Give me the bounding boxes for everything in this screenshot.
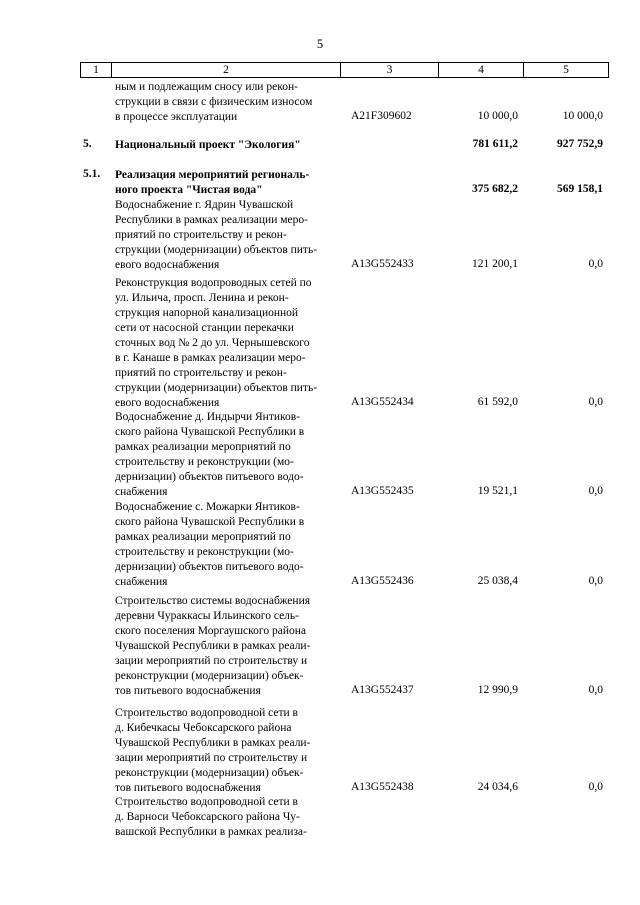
description-line: сточных вод № 2 до ул. Чернышевского xyxy=(115,337,310,349)
column-header-2: 2 xyxy=(112,63,341,77)
amount-col5: 0,0 xyxy=(588,258,603,270)
description-line: ным и подлежащим сносу или рекон- xyxy=(115,81,298,93)
description-line: снабжения xyxy=(115,486,168,498)
amount-col5: 10 000,0 xyxy=(562,110,603,122)
description-line: д. Кибечкасы Чебоксарского района xyxy=(115,722,292,734)
description-line: строительству и реконструкции (мо- xyxy=(115,456,294,468)
description-line: струкции (модернизации) объектов пить- xyxy=(115,382,318,394)
row-description xyxy=(115,168,333,198)
row-description xyxy=(115,276,333,411)
amount-col5: 0,0 xyxy=(588,781,603,793)
amount-col5: 0,0 xyxy=(588,485,603,497)
table-header xyxy=(80,62,609,78)
description-line: зации мероприятий по строительству и xyxy=(115,655,308,667)
description-line: дернизации) объектов питьевого водо- xyxy=(115,471,304,483)
row-description xyxy=(115,198,333,273)
description-line: Республики в рамках реализации меро- xyxy=(115,214,308,226)
description-line: ского поселения Моргаушского района xyxy=(115,625,306,637)
description-line: ского района Чувашской Республики в xyxy=(115,516,305,528)
amount-col4: 24 034,6 xyxy=(477,781,518,793)
amount-col4: 19 521,1 xyxy=(477,485,518,497)
budget-code: А13G552436 xyxy=(351,575,414,587)
amount-col4: 375 682,2 xyxy=(472,183,518,195)
description-line: сети от насосной станции перекачки xyxy=(115,322,294,334)
description-line: д. Варноси Чебоксарского района Чу- xyxy=(115,811,300,823)
description-line: тов питьевого водоснабжения xyxy=(115,685,261,697)
column-header-1: 1 xyxy=(81,63,112,77)
amount-col5: 927 752,9 xyxy=(557,138,603,150)
description-line: Водоснабжение д. Индырчи Янтиков- xyxy=(115,411,301,423)
amount-col4: 781 611,2 xyxy=(472,138,518,150)
row-number: 5. xyxy=(83,138,92,150)
description-line: приятий по строительству и рекон- xyxy=(115,367,287,379)
description-line: евого водоснабжения xyxy=(115,397,220,409)
column-header-3: 3 xyxy=(341,63,439,77)
description-line: рамках реализации мероприятий по xyxy=(115,531,291,543)
column-header-4: 4 xyxy=(439,63,524,77)
description-line: евого водоснабжения xyxy=(115,259,220,271)
amount-col5: 0,0 xyxy=(588,575,603,587)
description-line: струкции в связи с физическим износом xyxy=(115,96,313,108)
budget-code: А13G552435 xyxy=(351,485,414,497)
budget-code: А13G552438 xyxy=(351,781,414,793)
budget-code: А21F309602 xyxy=(351,110,412,122)
budget-code: А13G552437 xyxy=(351,684,414,696)
budget-code: А13G552433 xyxy=(351,258,414,270)
amount-col4: 12 990,9 xyxy=(477,684,518,696)
description-line: строительству и реконструкции (мо- xyxy=(115,546,294,558)
amount-col5: 569 158,1 xyxy=(557,183,603,195)
description-line: Строительство системы водоснабжения xyxy=(115,595,311,607)
description-line: ул. Ильича, просп. Ленина и рекон- xyxy=(115,292,289,304)
row-description xyxy=(115,706,333,796)
description-line: Водоснабжение с. Можарки Янтиков- xyxy=(115,501,300,513)
amount-col5: 0,0 xyxy=(588,684,603,696)
description-line: ского района Чувашской Республики в xyxy=(115,426,305,438)
amount-col4: 121 200,1 xyxy=(472,258,518,270)
description-line: реконструкции (модернизации) объек- xyxy=(115,670,304,682)
description-line: Чувашской Республики в рамках реали- xyxy=(115,640,311,652)
column-header-5: 5 xyxy=(563,64,569,76)
description-line: ного проекта "Чистая вода" xyxy=(115,184,263,196)
description-line: вашской Республики в рамках реализа- xyxy=(115,826,307,838)
row-description xyxy=(115,594,333,699)
description-line: Строительство водопроводной сети в xyxy=(115,796,298,808)
amount-col5: 0,0 xyxy=(588,396,603,408)
description-line: струкции (модернизации) объектов пить- xyxy=(115,244,318,256)
row-description xyxy=(115,410,333,500)
description-line: реконструкции (модернизации) объек- xyxy=(115,767,304,779)
description-line: дернизации) объектов питьевого водо- xyxy=(115,561,304,573)
description-line: рамках реализации мероприятий по xyxy=(115,441,291,453)
amount-col4: 10 000,0 xyxy=(477,110,518,122)
row-description xyxy=(115,80,333,125)
row-description xyxy=(115,500,333,590)
row-description xyxy=(115,138,333,153)
row-description xyxy=(115,795,333,840)
description-line: струкция напорной канализационной xyxy=(115,307,299,319)
description-line: Водоснабжение г. Ядрин Чувашской xyxy=(115,199,294,211)
description-line: приятий по строительству и рекон- xyxy=(115,229,287,241)
row-number: 5.1. xyxy=(83,168,101,180)
description-line: Реализация мероприятий региональ- xyxy=(115,169,310,181)
description-line: Чувашской Республики в рамках реали- xyxy=(115,737,311,749)
description-line: Национальный проект "Экология" xyxy=(115,139,301,151)
amount-col4: 25 038,4 xyxy=(477,575,518,587)
description-line: зации мероприятий по строительству и xyxy=(115,752,308,764)
description-line: тов питьевого водоснабжения xyxy=(115,782,261,794)
page-number: 5 xyxy=(316,37,324,51)
description-line: снабжения xyxy=(115,576,168,588)
amount-col4: 61 592,0 xyxy=(477,396,518,408)
budget-code: А13G552434 xyxy=(351,396,414,408)
description-line: в г. Канаше в рамках реализации меро- xyxy=(115,352,306,364)
description-line: в процессе эксплуатации xyxy=(115,111,238,123)
description-line: деревни Чураккасы Ильинского сель- xyxy=(115,610,299,622)
description-line: Строительство водопроводной сети в xyxy=(115,707,298,719)
description-line: Реконструкция водопроводных сетей по xyxy=(115,277,312,289)
